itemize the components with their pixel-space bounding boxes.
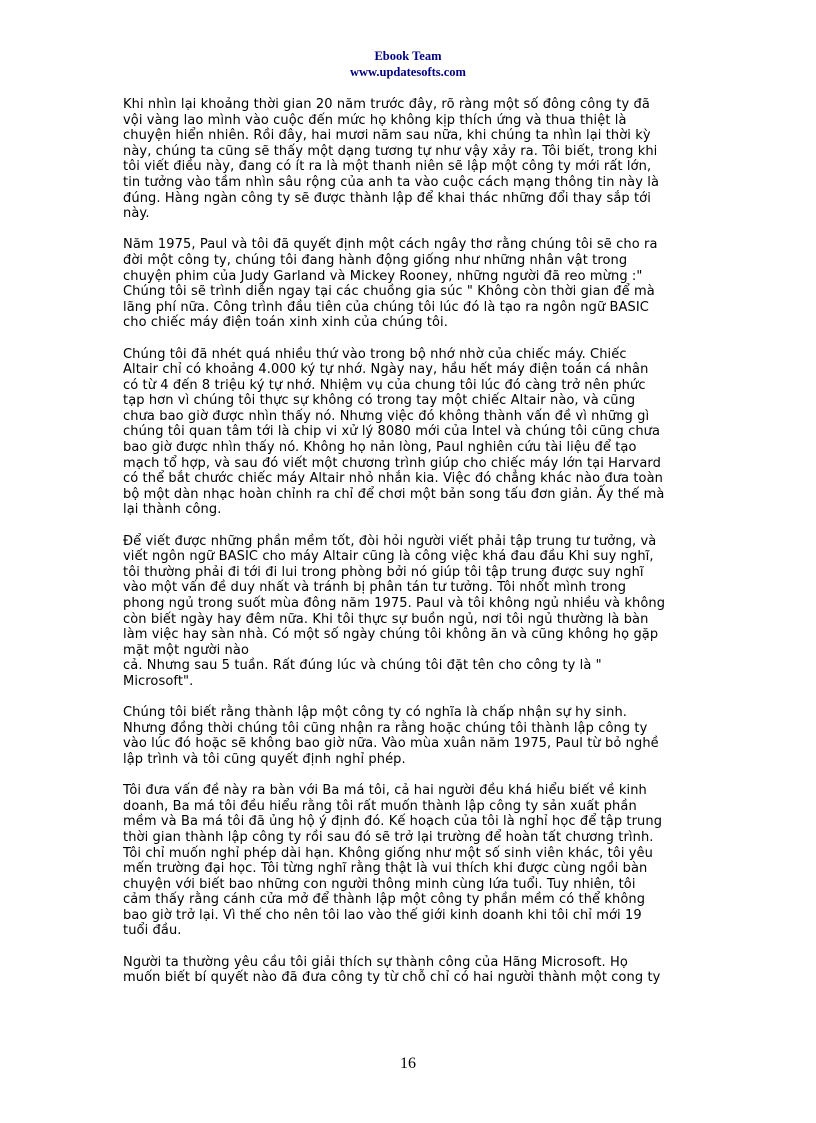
paragraph: Năm 1975, Paul và tôi đã quyết định một cách ngây thơ rằng chúng tôi sẽ cho ra đời một công ty, chúng tôi đang hành động giống như những nhân vật trong chuyện phim của Judy Garland và Mickey Rooney, những người đã reo mừng :" Chúng tôi sẽ trình diễn ngay tại các chuồng gia súc " Không còn thời gian để mà lãng phí nữa. Công trình đầu tiên của chúng tôi lúc đó là tạo ra ngôn ngữ BASIC cho chiếc máy điện toán xinh xinh của chúng tôi.: [123, 237, 658, 331]
header-title: Ebook Team: [374, 49, 442, 63]
paragraph: Tôi đưa vấn đề này ra bàn với Ba má tôi, cả hai người đều khá hiểu biết về kinh doanh, Ba má tôi đều hiểu rằng tôi rất muốn thành lập công ty sản xuất phần mềm và Ba má tôi đã ủng hộ ý định đó. Kế hoạch của tôi là nghỉ học để tập trung thời gian thành lập công ty rồi sau đó sẽ trở lại trường để hoàn tất chương trình. Tôi chỉ muốn nghỉ phép dài hạn. Không giống như một số sinh viên khác, tôi yêu mến trường đại học. Tôi từng nghĩ rằng thật là vui thích khi được cùng ngồi bàn chuyện với biết bao những con người thông minh cùng lứa tuổi. Tuy nhiên, tôi cảm thấy rằng cánh cửa mở để thành lập một công ty phần mềm có thể không bao giờ trở lại. Vì thế cho nên tôi lao vào thế giới kinh doanh khi tôi chỉ mới 19 tuổi đầu.: [123, 783, 663, 939]
page-header: [0, 48, 816, 80]
paragraph: Để viết được những phần mềm tốt, đòi hỏi người viết phải tập trung tư tưởng, và viết ngôn ngữ BASIC cho máy Altair cũng là công việc khá đau đầu Khi suy nghĩ, tôi thường phải đi tới đi lui trong phòng bởi nó giúp tôi tập trung được suy nghĩ vào một vấn đề duy nhất và tránh bị phân tán tư tưởng. Tôi nhốt mình trong phong ngủ trong suốt mùa đông năm 1975. Paul và tôi không ngủ nhiều và không còn biết ngày hay đêm nữa. Khi tôi thực sự buồn ngủ, nơi tôi ngủ thường là bàn làm việc hay sàn nhà. Có một số ngày chúng tôi không ăn và cũng không họ gặp mặt một người nào cả. Nhưng sau 5 tuần. Rất đúng lúc và chúng tôi đặt tên cho công ty là " Microsoft".: [123, 533, 666, 689]
paragraph: Chúng tôi biết rằng thành lập một công ty có nghĩa là chấp nhận sự hy sinh. Nhưng đồng thời chúng tôi cũng nhận ra rằng hoặc chúng tôi thành lập công ty vào lúc đó hoặc sẽ không bao giờ nữa. Vào mùa xuân năm 1975, Paul từ bỏ nghề lập trình và tôi cũng quyết định nghỉ phép.: [123, 705, 659, 767]
page-number: 16: [400, 1055, 416, 1072]
header-website: www.updatesofts.com: [350, 65, 466, 79]
paragraph: Chúng tôi đã nhét quá nhiều thứ vào trong bộ nhớ nhờ của chiếc máy. Chiếc Altair chỉ có khoảng 4.000 ký tự nhớ. Ngày nay, hầu hết máy điện toán cá nhân có từ 4 đến 8 triệu ký tự nhớ. Nhiệm vụ của chung tôi lúc đó càng trở nên phức tạp hơn vì chúng tôi thực sự không có trong tay một chiếc Altair nào, và cũng chưa bao giờ được nhìn thấy nó. Nhưng việc đó không thành vấn đề vì những gì chúng tôi quan tâm tới là chip vi xử lý 8080 mới của Intel và chúng tôi cũng chưa bao giờ được nhìn thấy nó. Không họ nản lòng, Paul nghiên cứu tài liệu để tạo mạch tổ hợp, và sau đó viết một chương trình giúp cho chiếc máy lớn tại Harvard có thể bắt chước chiếc máy Altair nhỏ nhắn kia. Việc đó chẳng khác nào đưa toàn bộ một dàn nhạc hoàn chỉnh ra chỉ để chơi một bản song tấu đơn giản. Ấy thế mà lại thành công.: [123, 346, 665, 518]
body-text: [123, 97, 701, 1001]
paragraph: Người ta thường yêu cầu tôi giải thích sự thành công của Hãng Microsoft. Họ muốn biết bí quyết nào đã đưa công ty từ chỗ chỉ có hai người thành một cong ty: [123, 954, 661, 986]
paragraph: Khi nhìn lại khoảng thời gian 20 năm trước đây, rõ ràng một số đông công ty đã vội vàng lao mình vào cuộc đến mức họ không kịp thích ứng và thua thiệt là chuyện hiển nhiên. Rồi đây, hai mươi năm sau nữa, khi chúng ta nhìn lại thời kỳ này, chúng ta cũng sẽ thấy một dạng tương tự như vậy xảy ra. Tôi biết, trong khi tôi viết điều này, đang có ít ra là một thanh niên sẽ lập một công ty mới rất lớn, tin tưởng vào tầm nhìn sâu rộng của anh ta vào cuộc cách mạng thông tin này là đúng. Hàng ngàn công ty sẽ được thành lập để khai thác những đổi thay sắp tới này.: [123, 97, 660, 222]
